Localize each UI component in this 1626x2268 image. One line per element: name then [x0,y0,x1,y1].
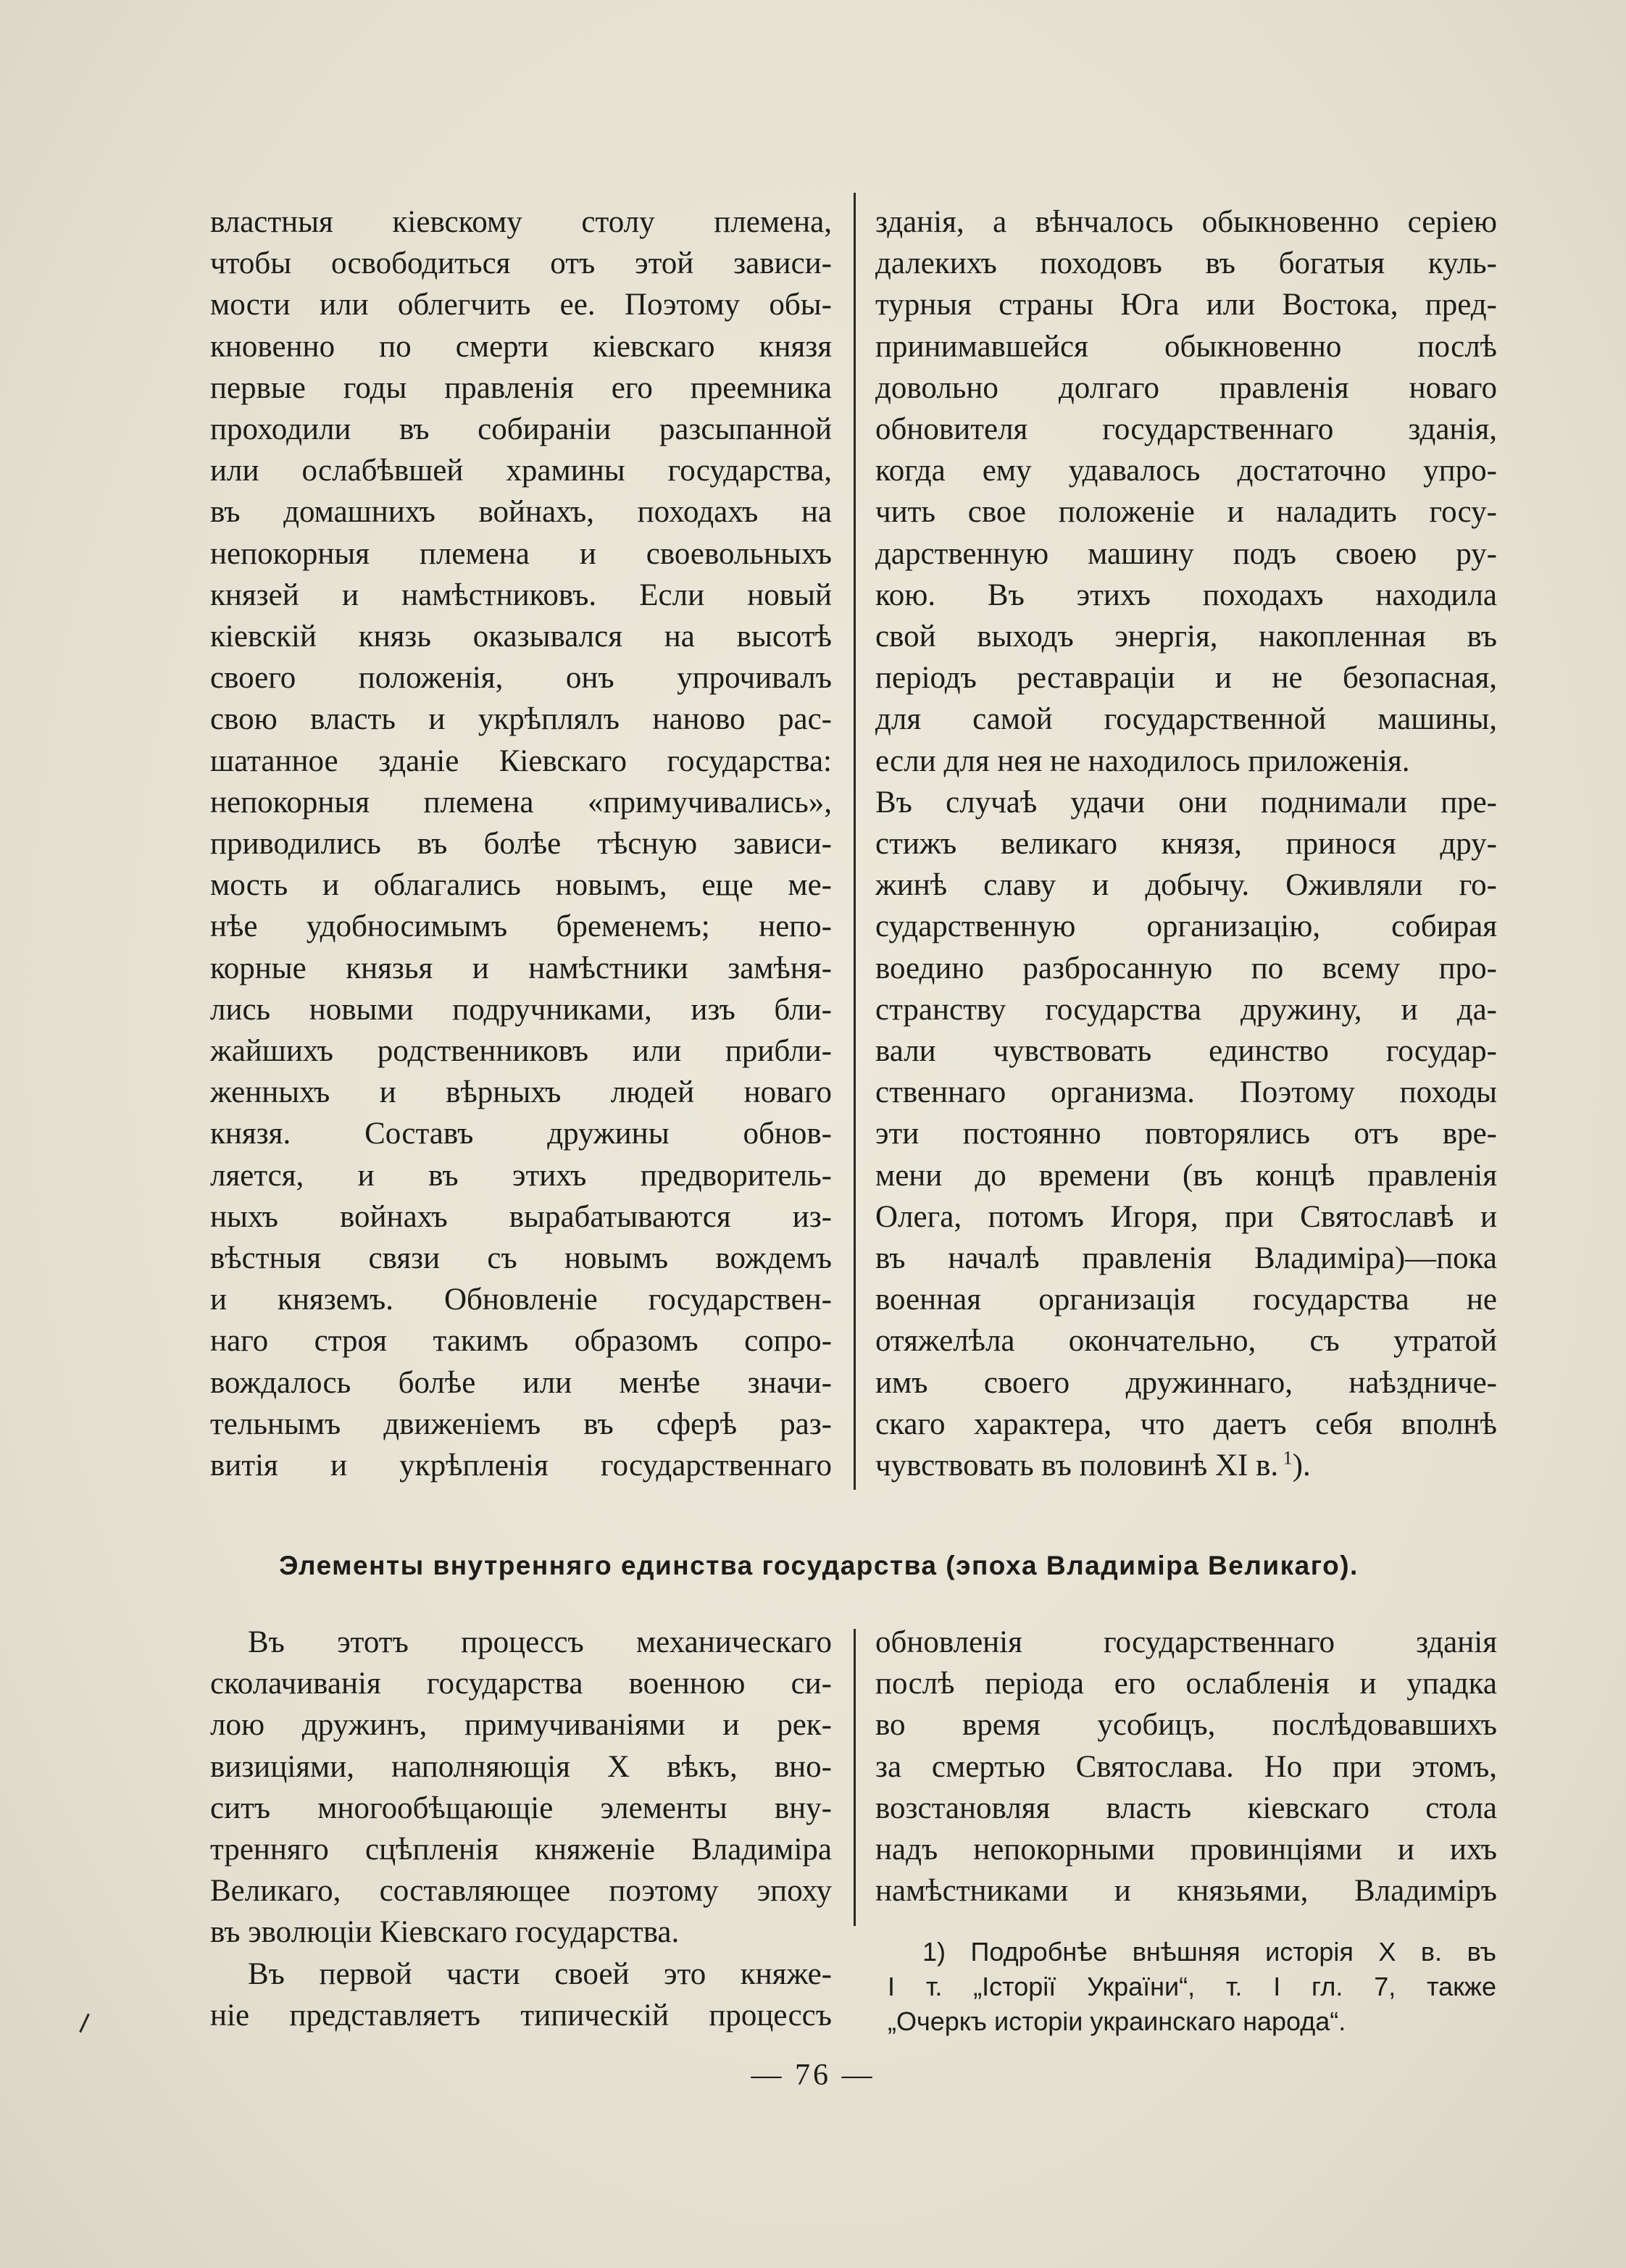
text-line: визиціями, наполняющія X вѣкъ, вно- [210,1749,832,1784]
text-line: въ домашнихъ войнахъ, походахъ на [210,495,832,530]
text-line: свой выходъ энергія, накопленная въ [875,620,1497,654]
text-line: вождалось болѣе или менѣе значи- [210,1365,832,1400]
text-line: воедино разбросанную по всему про- [875,951,1497,985]
text-line: наго строя такимъ образомъ сопро- [210,1324,832,1359]
text-line: вѣстныя связи съ новымъ вождемъ [210,1241,832,1276]
text-line: стижъ великаго князя, принося дру- [875,827,1497,862]
text-line: чувствовать въ половинѣ XI в. $^1$). [875,1447,1311,1483]
text-line: приводились въ болѣе тѣсную зависи- [210,827,832,862]
text-line: Олега, потомъ Игоря, при Святославѣ и [875,1199,1497,1234]
text-line: чтобы освободиться отъ этой зависи- [210,246,832,281]
text-line: эти постоянно повторялись отъ вре- [875,1117,1497,1151]
footnote-marker: 1) [922,1937,971,1967]
top-right-column [875,201,1497,1486]
text-line: мени до времени (въ концѣ правленія [875,1158,1497,1193]
text-line: ныхъ войнахъ вырабатываются из- [210,1199,832,1234]
text-line: въ эволюціи Кіевскаго государства. [210,1915,680,1950]
text-line: Въ случаѣ удачи они поднимали пре- [875,785,1497,820]
top-left-column [210,201,832,1486]
bottom-left-column [210,1622,832,2036]
page-number: — 76 — [751,2059,875,2092]
text-line: возстановляя власть кіевскаго стола [875,1790,1497,1825]
text-line: далекихъ походовъ въ богатыя куль- [875,246,1497,281]
text-line: Великаго, составляющее поэтому эпоху [210,1874,832,1909]
text-line: кіевскій князь оказывался на высотѣ [210,620,832,654]
text-line: когда ему удавалось достаточно упро- [875,454,1497,488]
text-line: мости или облегчить ее. Поэтому обы- [210,288,832,322]
text-line: властныя кіевскому столу племена, [210,205,832,239]
text-line: ситъ многообѣщающіе элементы вну- [210,1790,832,1825]
margin-mark [79,2014,90,2033]
text-line: періодъ реставраціи и не безопасная, [875,661,1497,696]
footnote-text: Подробнѣе внѣшняя исторія X в. въ [970,1937,1497,1967]
text-line: тельнымъ движеніемъ въ сферѣ раз- [210,1406,832,1441]
text-line: корные князья и намѣстники замѣня- [210,951,832,985]
text-line: непокорныя племена и своевольныхъ [210,536,832,571]
text-line: послѣ періода его ослабленія и упадка [875,1667,1497,1701]
text-line: странству государства дружину, и да- [875,992,1497,1027]
footnote-line [888,1935,1496,1969]
text-line: ніе представляетъ типическій процессъ [210,1998,832,2033]
text-line: обновителя государственнаго зданія, [875,412,1497,447]
text-line: жинѣ славу и добычу. Оживляли го- [875,868,1497,903]
text-line: лою дружинъ, примучиваніями и рек- [210,1708,832,1743]
text-line: ляется, и въ этихъ предворитель- [210,1158,832,1193]
text-line: зданія, а вѣнчалось обыкновенно серіею [875,205,1497,239]
text-line: витія и укрѣпленія государственнаго [210,1448,832,1483]
text-line: тренняго сцѣпленія княженіе Владиміра [210,1833,832,1867]
text-line: за смертью Святослава. Но при этомъ, [875,1749,1497,1784]
text-line: въ началѣ правленія Владиміра)—пока [875,1241,1497,1276]
text-line: лись новыми подручниками, изъ бли- [210,992,832,1027]
text-line: Въ этотъ процессъ механическаго [248,1625,832,1659]
text-line: принимавшейся обыкновенно послѣ [875,329,1497,364]
footnote-line: I т. „Історії України“, т. I гл. 7, также [888,1972,1496,2001]
text-line: нѣе удобносимымъ бременемъ; непо- [210,909,832,944]
text-line: скаго характера, что даетъ себя вполнѣ [875,1406,1497,1441]
footnote-reference-close: ). [1292,1448,1311,1483]
footnote-reference: 1 [1278,1447,1293,1469]
text-line: дарственную машину подъ своею ру- [875,536,1497,571]
text-line: Въ первой части своей это княже- [248,1956,832,1991]
text-line: ственнаго организма. Поэтому походы [875,1075,1497,1110]
text-line: обновленія государственнаго зданія [875,1625,1497,1659]
section-heading: Элементы внутренняго единства государства (эпоха Владиміра Великаго). [279,1551,1359,1580]
text-line: князя. Составъ дружины обнов- [210,1117,832,1151]
footnote-line: „Очеркъ исторіи украинскаго народа“. [888,2006,1346,2036]
text-line: довольно долгаго правленія новаго [875,370,1497,405]
text-line: жайшихъ родственниковъ или прибли- [210,1034,832,1069]
text-line: имъ своего дружиннаго, наѣздниче- [875,1365,1497,1400]
text-line: во время усобицъ, послѣдовавшихъ [875,1708,1497,1743]
text-line: для самой государственной машины, [875,702,1497,737]
text-line: проходили въ собираніи разсыпанной [210,412,832,447]
text-line: надъ непокорными провинціями и ихъ [875,1833,1497,1867]
footnote [888,1935,1496,2039]
text-line: непокорныя племена «примучивались», [210,785,832,820]
text-line: своего положенія, онъ упрочивалъ [210,661,832,696]
text-line: чить свое положеніе и наладить госу- [875,495,1497,530]
text-line: если для нея не находилось приложенія. [875,743,1410,778]
text-line: кою. Въ этихъ походахъ находила [875,578,1497,612]
text-line: свою власть и укрѣплялъ наново рас- [210,702,832,737]
text-line: шатанное зданіе Кіевскаго государства: [210,743,832,778]
text-line: турныя страны Юга или Востока, пред- [875,288,1497,322]
text-line: сударственную организацію, собирая [875,909,1497,944]
bottom-right-column [875,1622,1497,1911]
text-line: намѣстниками и князьями, Владиміръ [875,1874,1497,1909]
text-line: или ослабѣвшей храмины государства, [210,454,832,488]
text-line: первые годы правленія его преемника [210,370,832,405]
text-line: военная организація государства не [875,1283,1497,1317]
text-line: вали чувствовать единство государ- [875,1034,1497,1069]
column-divider-bottom [854,1629,856,1926]
text-line: мость и облагались новымъ, еще ме- [210,868,832,903]
text-line: сколачиванія государства военною си- [210,1667,832,1701]
column-divider-top [854,193,856,1490]
text-line: женныхъ и вѣрныхъ людей новаго [210,1075,832,1110]
text-line: отяжелѣла окончательно, съ утратой [875,1324,1497,1359]
text-line: князей и намѣстниковъ. Если новый [210,578,832,612]
text-line: кновенно по смерти кіевскаго князя [210,329,832,364]
text-line: и княземъ. Обновленіе государствен- [210,1283,832,1317]
